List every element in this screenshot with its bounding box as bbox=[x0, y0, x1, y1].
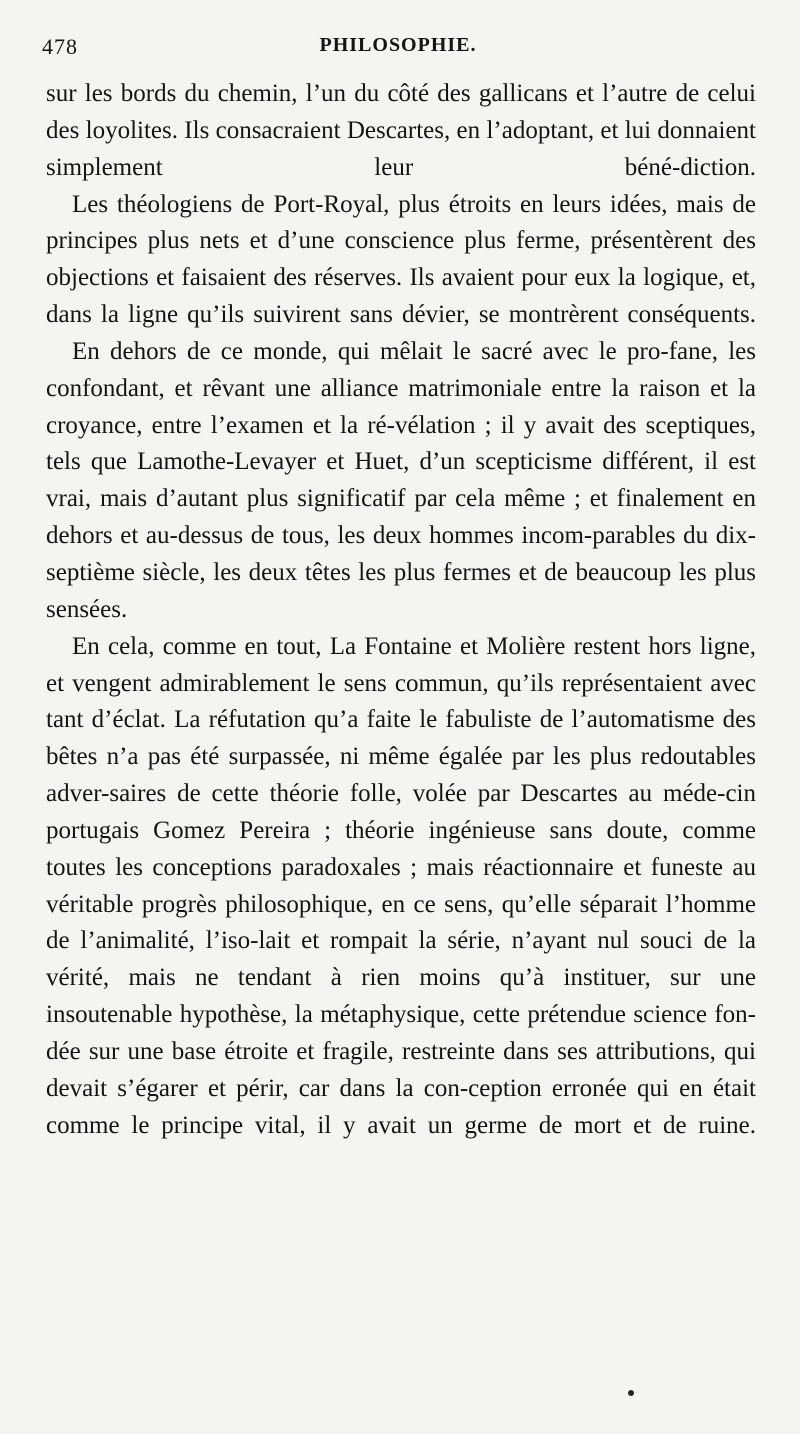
ink-speck bbox=[628, 1390, 634, 1396]
running-title: PHILOSOPHIE. bbox=[319, 34, 477, 56]
page-header bbox=[42, 34, 754, 64]
paragraph-3: En dehors de ce monde, qui mêlait le sacré avec le pro-fane, les confondant, et rêvant une alliance matrimoniale entre la raison et la croyance, entre l’examen et la ré-vélation ; il y avait des sceptiques, tels que Lamothe-Levayer et Huet, d’un scepticisme différent, il est vrai, mais d’autant plus significatif par cela même ; et finalement en dehors et au-dessus de tous, les deux hommes incom-parables du dix-septième siècle, les deux têtes les plus fermes et de beaucoup les plus sensées. bbox=[46, 337, 756, 623]
paragraph-2: Les théologiens de Port-Royal, plus étroits en leurs idées, mais de principes plus nets et d’une conscience plus ferme, présentèrent des objections et faisaient des réserves. Ils avaient pour eux la logique, et, dans la ligne qu’ils suivirent sans dévier, se montrèrent conséquents. bbox=[46, 190, 756, 329]
paragraph-4: En cela, comme en tout, La Fontaine et Molière restent hors ligne, et vengent admirablement le sens commun, qu’ils représentaient avec tant d’éclat. La réfutation qu’a faite le fabuliste de l’automatisme des bêtes n’a pas été surpassée, ni même égalée par les plus redoutables adver-saires de cette théorie folle, volée par Descartes au méde-cin portugais Gomez Pereira ; théorie ingénieuse sans doute, comme toutes les conceptions paradoxales ; mais réactionnaire et funeste au véritable progrès philosophique, en ce sens, qu’elle séparait l’homme de l’animalité, l’iso-lait et rompait la série, n’ayant nul souci de la vérité, mais ne tendant à rien moins qu’à instituer, sur une insoutenable hypothèse, la métaphysique, cette prétendue science fon-dée sur une base étroite et fragile, restreinte dans ses attributions, qui devait s’égarer et périr, car dans la con-ception erronée qui en était comme le principe vital, il y avait un germe de mort et de ruine. bbox=[46, 632, 756, 1139]
page-number: 478 bbox=[42, 34, 78, 59]
body-text bbox=[46, 76, 756, 1144]
paragraph-1: sur les bords du chemin, l’un du côté des gallicans et l’autre de celui des loyolites. Ils consacraient Descartes, en l’adoptant, et lui donnaient simplement leur béné-diction. bbox=[46, 80, 756, 181]
